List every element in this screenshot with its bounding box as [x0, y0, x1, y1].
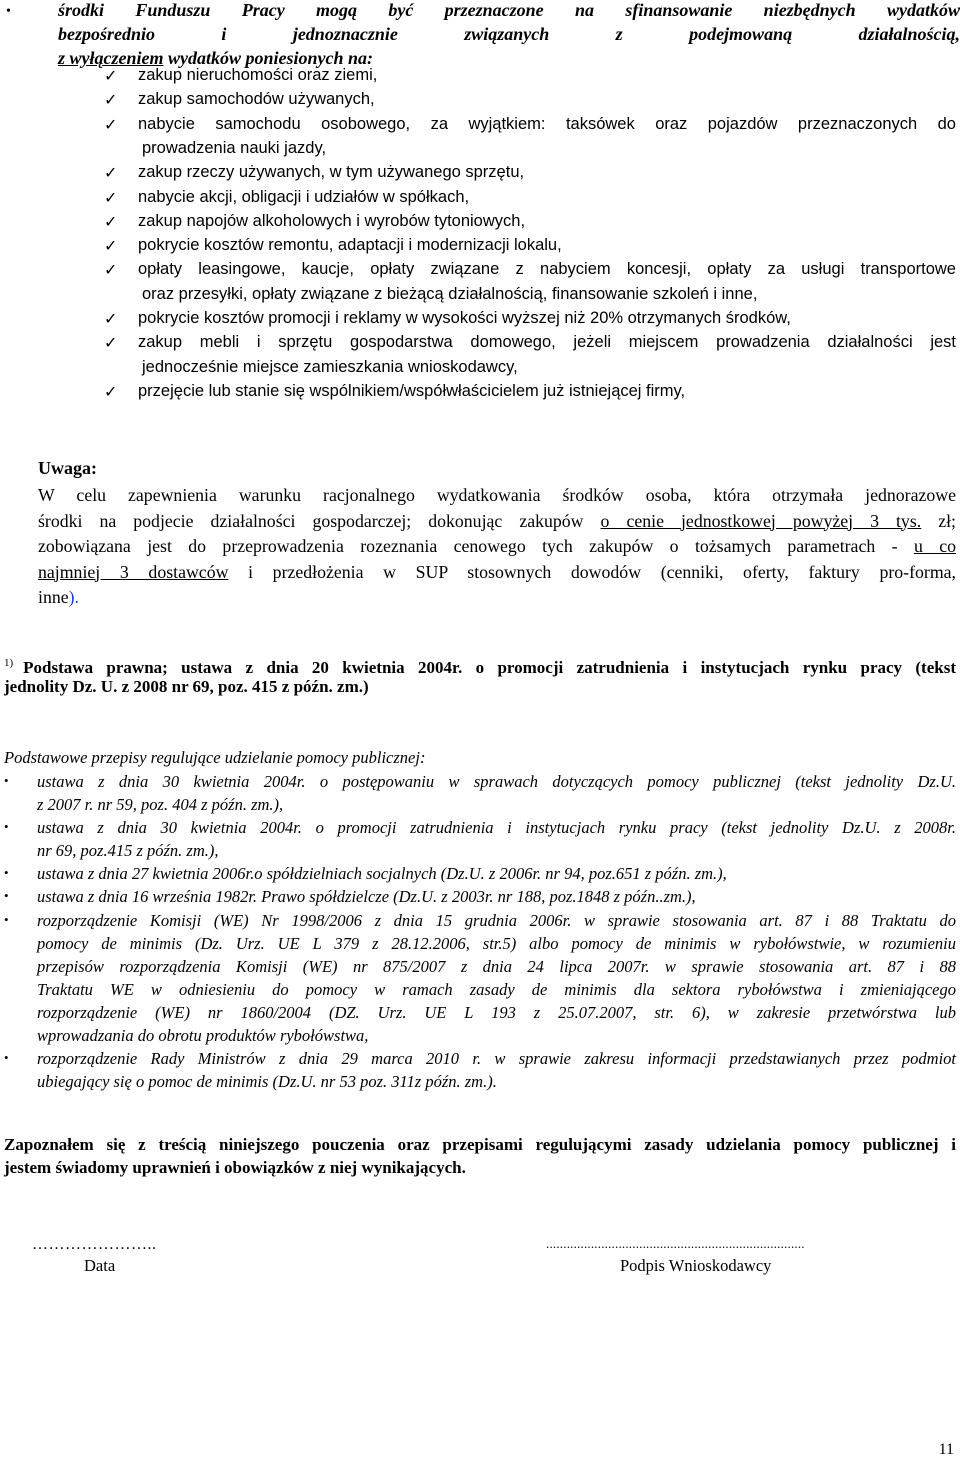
exclusion-text: jednocześnie miejsce zamieszkania wnioskodawcy,: [142, 357, 518, 376]
note-underlined-text: u co: [913, 536, 956, 556]
exclusion-text: pokrycie kosztów promocji i reklamy w wysokości wyższej niż 20% otrzymanych środków,: [138, 309, 791, 327]
bullet-icon: •: [4, 819, 9, 834]
note-line: W celu zapewnienia warunku racjonalnego wydatkowania środków osoba, która otrzymała jednorazowe: [38, 485, 956, 505]
note-body: [38, 483, 956, 611]
checkmark-icon: ✓: [104, 213, 118, 231]
exclusion-text: nabycie samochodu osobowego, za wyjątkiem: taksówek oraz pojazdów przeznaczonych do: [138, 114, 956, 133]
note-underlined-text: najmniej 3 dostawców: [38, 561, 229, 582]
footnote-text: Podstawa prawna; ustawa z dnia 20 kwietnia 2004r. o promocji zatrudnienia i instytucjach rynku pracy (tekst: [23, 658, 956, 677]
regulation-text: [37, 816, 956, 862]
exclusion-text: zakup samochodów używanych,: [138, 90, 375, 109]
intro-line-rest: wydatków poniesionych na:: [163, 48, 374, 68]
regulation-line: rozporządzenie Komisji (WE) Nr 1998/2006 z dnia 15 grudnia 2006r. w sprawie stosowania art. 87 i 88 Traktatu do: [37, 911, 956, 930]
declaration: [4, 1133, 956, 1179]
regulation-text: [37, 862, 956, 885]
bullet-icon: •: [6, 4, 11, 19]
regulation-line: ustawa z dnia 16 września 1982r. Prawo spółdzielcze (Dz.U. z 2003r. nr 188, poz.1848 z późn..zm.),: [37, 887, 696, 906]
page-number: 11: [938, 1441, 954, 1458]
regulation-line: ustawa z dnia 30 kwietnia 2004r. o promocji zatrudnienia i instytucjach rynku pracy (tekst jednolity Dz.U. z 2008r.: [37, 818, 956, 837]
regulation-line: ustawa z dnia 30 kwietnia 2004r. o postępowaniu w sprawach dotyczących pomocy publicznej (tekst jednolity Dz.U.: [37, 772, 956, 791]
date-signature-line: …………………..: [32, 1236, 157, 1253]
bullet-icon: •: [4, 865, 9, 880]
regulation-line: wprowadzania do obrotu produktów rybołówstwa,: [37, 1026, 369, 1045]
regulation-line: nr 69, poz.415 z późn. zm.),: [37, 841, 219, 860]
regulation-text: [37, 909, 956, 1047]
checkmark-icon: ✓: [104, 68, 118, 85]
note-line: [38, 534, 956, 560]
regulation-line: pomocy de minimis (Dz. Urz. UE L 379 z 28.12.2006, str.5) albo pomocy de minimis w rybołówstwie, w rozumieniu: [37, 934, 956, 953]
regulation-line: Traktatu WE w odniesieniu do pomocy w ramach zasady de minimis dla sektora rybołówstwa i zmieniającego: [37, 980, 956, 999]
checkmark-icon: ✓: [104, 383, 118, 401]
exclusion-text: oraz przesyłki, opłaty związane z bieżącą działalnością, finansowanie szkoleń i inne,: [142, 284, 758, 303]
date-label: Data: [84, 1256, 116, 1275]
checkmark-icon: ✓: [104, 335, 118, 353]
applicant-signature-label: Podpis Wnioskodawcy: [620, 1256, 772, 1275]
checkmark-icon: ✓: [104, 311, 118, 328]
regulation-text: [37, 770, 956, 816]
exclusion-text: zakup rzeczy używanych, w tym używanego sprzętu,: [138, 163, 525, 182]
regulations-heading: Podstawowe przepisy regulujące udzielanie pomocy publicznej:: [4, 748, 426, 767]
intro-line: bezpośrednio i jednoznacznie związanych z podejmowaną działalnością,: [58, 24, 960, 44]
intro-line: środki Funduszu Pracy mogą być przeznaczone na sfinansowanie niezbędnych wydatków: [58, 0, 960, 20]
exclusion-text: zakup napojów alkoholowych i wyrobów tytoniowych,: [138, 211, 526, 230]
note-text: środki na podjecie działalności gospodarczej; dokonując zakupów: [38, 510, 601, 531]
bullet-icon: •: [4, 888, 9, 903]
note-heading: Uwaga:: [38, 458, 97, 478]
footnote-line: jednolity Dz. U. z 2008 nr 69, poz. 415 z późn. zm.): [4, 677, 369, 696]
regulation-line: rozporządzenie (WE) nr 1860/2004 (DZ. Urz. UE L 193 z 25.07.2007, str. 6), w zakresie przetwórstwa lub: [37, 1003, 956, 1022]
footnote-marker: 1): [4, 657, 14, 669]
intro-text: [58, 0, 960, 70]
checkmark-icon: ✓: [104, 92, 118, 110]
regulation-text: [37, 1047, 956, 1093]
note-text: zł;: [921, 510, 956, 531]
regulation-line: rozporządzenie Rady Ministrów z dnia 29 marca 2010 r. w sprawie zakresu informacji przedstawianych przez podmiot: [37, 1049, 956, 1068]
note-blue-text: ).: [68, 587, 79, 607]
exclusion-text: nabycie akcji, obligacji i udziałów w spółkach,: [138, 187, 470, 206]
note-line: [38, 585, 956, 611]
bullet-icon: •: [4, 1050, 9, 1065]
checkmark-icon: ✓: [104, 165, 118, 183]
exclusion-text: zakup mebli i sprzętu gospodarstwa domowego, jeżeli miejscem prowadzenia działalności jest: [138, 333, 956, 352]
applicant-signature-line: ...........................................................................: [546, 1236, 805, 1251]
regulation-line: przepisów rozporządzenia Komisji (WE) nr 875/2007 z dnia 24 lipca 2007r. w sprawie stosowania art. 87 i 88: [37, 957, 956, 976]
exclusion-text: pokrycie kosztów remontu, adaptacji i modernizacji lokalu,: [138, 236, 562, 255]
note-underlined-text: o cenie jednostkowej powyżej 3 tys.: [600, 510, 922, 531]
declaration-line: jestem świadomy uprawnień i obowiązków z niej wynikających.: [4, 1158, 466, 1177]
checkmark-icon: ✓: [104, 238, 118, 256]
note-text: inne: [38, 587, 69, 607]
checkmark-icon: ✓: [104, 189, 118, 207]
regulation-line: ustawa z dnia 27 kwietnia 2006r.o spółdzielniach socjalnych (Dz.U. z 2006r. nr 94, poz.651 z późn. zm.),: [37, 864, 727, 883]
note-line: [38, 560, 956, 586]
note-text: zobowiązana jest do przeprowadzenia rozeznania cenowego tych zakupów o tożsamych parametrach -: [38, 536, 914, 556]
bullet-icon: •: [4, 773, 9, 788]
bullet-icon: •: [4, 912, 9, 927]
legal-basis-footnote: [4, 651, 956, 699]
exclusion-text: zakup nieruchomości oraz ziemi,: [138, 66, 378, 84]
exclusion-text: opłaty leasingowe, kaucje, opłaty związane z nabyciem koncesji, opłaty za usługi transportowe: [138, 260, 956, 279]
footnote-line: [4, 651, 956, 675]
declaration-line: Zapoznałem się z treścią niniejszego pouczenia oraz przepisami regulującymi zasady udzielania pomocy publicznej i: [4, 1135, 956, 1154]
checkmark-icon: ✓: [104, 116, 118, 134]
exclusion-text: prowadzenia nauki jazdy,: [142, 138, 327, 157]
regulation-line: z 2007 r. nr 59, poz. 404 z późn. zm.),: [37, 795, 284, 814]
intro-underlined-text: z wyłączeniem: [58, 48, 164, 68]
regulation-line: ubiegający się o pomoc de minimis (Dz.U. nr 53 poz. 311z późn. zm.).: [37, 1072, 497, 1091]
checkmark-icon: ✓: [104, 262, 118, 280]
exclusion-text: przejęcie lub stanie się wspólnikiem/współwłaścicielem już istniejącej firmy,: [138, 381, 686, 400]
note-text: i przedłożenia w SUP stosownych dowodów (cenniki, oferty, faktury pro-forma,: [228, 561, 956, 582]
note-line: [38, 509, 956, 535]
regulation-text: [37, 885, 956, 908]
